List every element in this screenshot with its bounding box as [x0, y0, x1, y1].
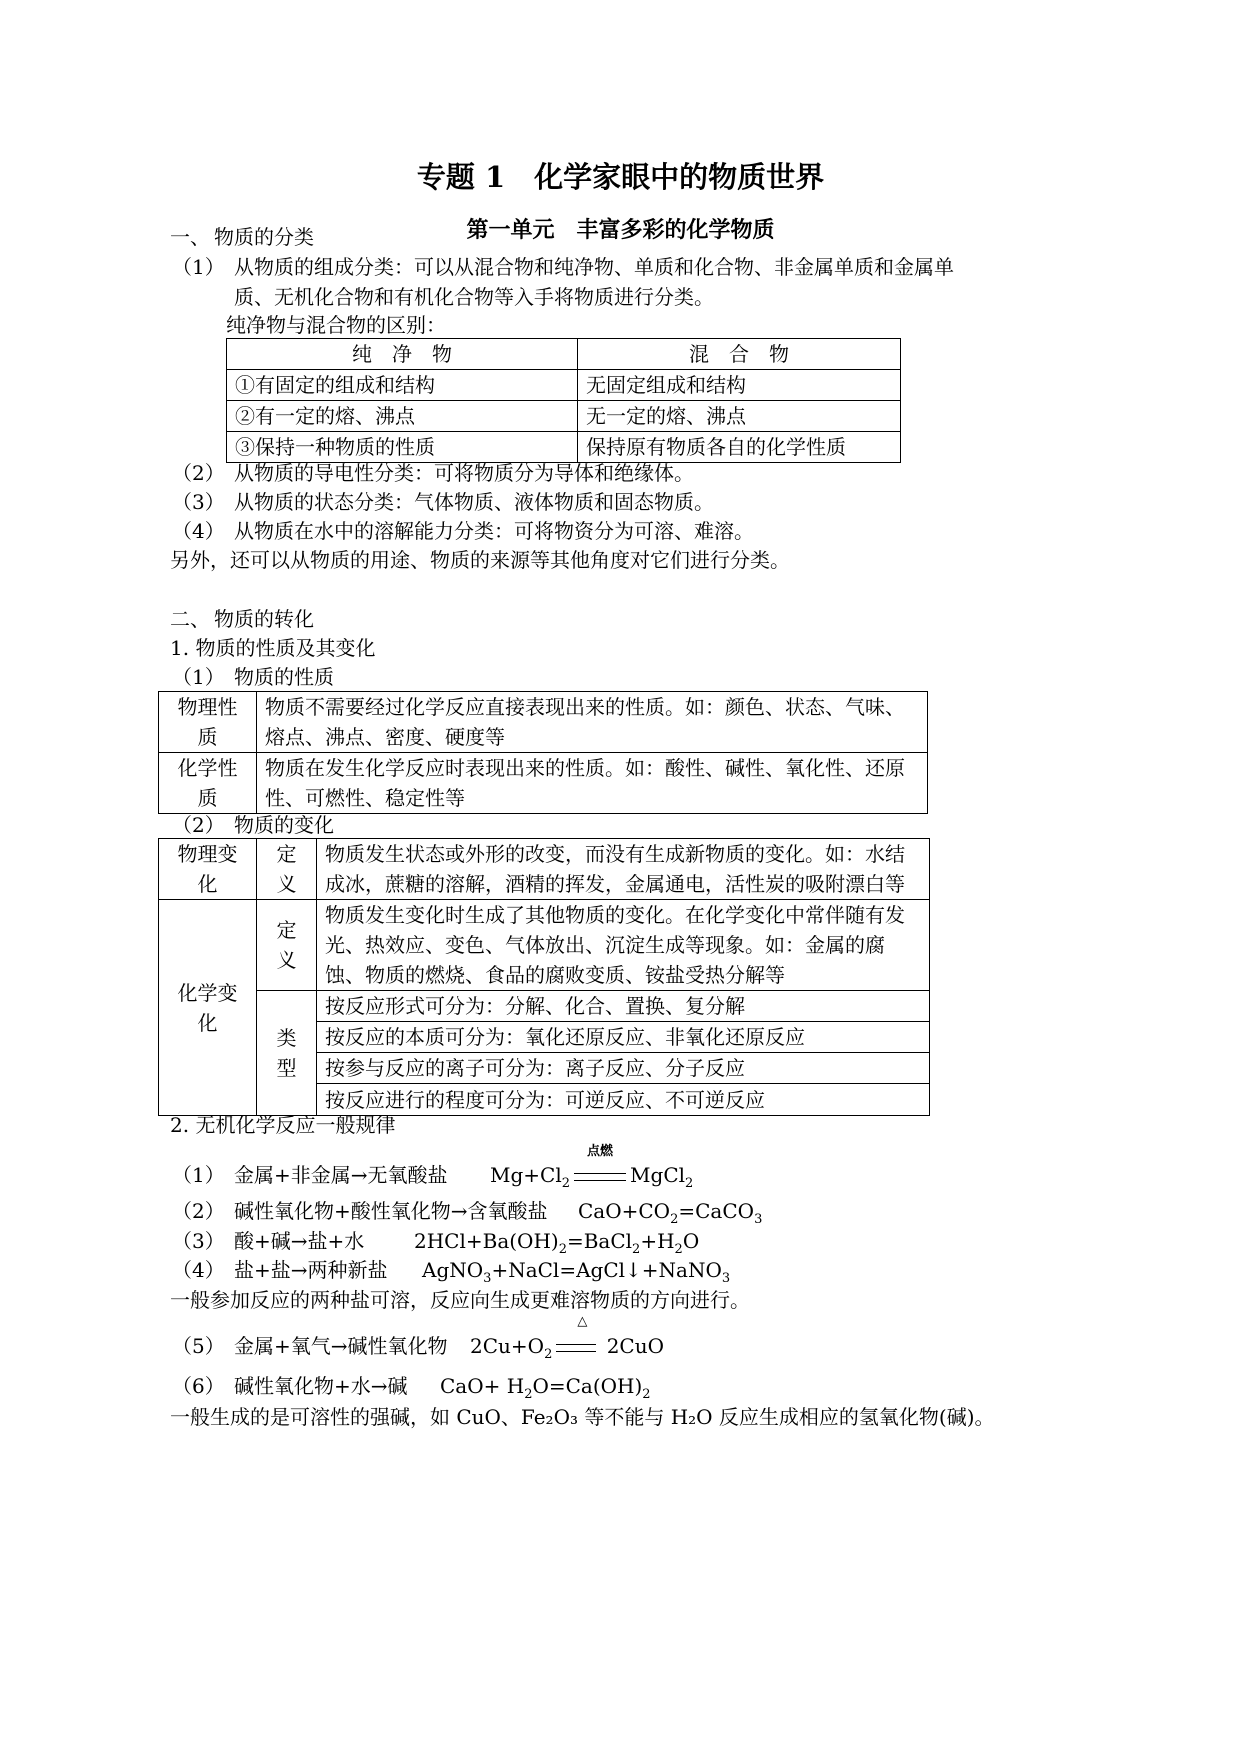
subsection-1-heading: 1. 物质的性质及其变化 — [170, 636, 376, 660]
table-row — [159, 692, 928, 753]
table-cell: 物质发生状态或外形的改变，而没有生成新物质的变化。如：水结成冰，蔗糖的溶解，酒精的挥发，金属通电，活性炭的吸附漂白等 — [317, 839, 930, 900]
equation-6: $CaO+ H_2O=Ca(OH)_2$ — [440, 1374, 651, 1402]
subsection-2-heading: 2. 无机化学反应一般规律 — [170, 1113, 396, 1137]
condition-arrow — [552, 1314, 600, 1361]
condition-arrow — [570, 1144, 630, 1190]
table-cell: 无固定组成和结构 — [578, 370, 901, 401]
page-subtitle: 第一单元 丰富多彩的化学物质 — [466, 217, 775, 243]
section-1-item-3: （3） 从物质的状态分类：气体物质、液体物质和固态物质。 — [172, 490, 714, 514]
condition-label: 点燃 — [587, 1144, 614, 1159]
properties-table — [158, 691, 928, 814]
rule-2: （2） 碱性氧化物+酸性氧化物→含氧酸盐 — [172, 1199, 548, 1223]
table-row-label: 化学变化 — [159, 900, 257, 1116]
table-sub-label: 定义 — [257, 900, 317, 991]
section-1-item-1: （1） 从物质的组成分类：可以从混合物和纯净物、单质和化合物、非金属单质和金属单 — [172, 255, 954, 279]
rule-5: （5） 金属+氧气→碱性氧化物 — [172, 1334, 448, 1358]
table-cell: 按反应的本质可分为：氧化还原反应、非氧化还原反应 — [317, 1022, 930, 1053]
equation-4: AgNO$_3$+NaCl=AgCl↓+NaNO$_3$ — [422, 1258, 731, 1286]
table-cell: 物质在发生化学反应时表现出来的性质。如：酸性、碱性、氧化性、还原性、可燃性、稳定性等 — [257, 753, 928, 814]
table-row — [227, 370, 901, 401]
table-cell: ①有固定的组成和结构 — [227, 370, 578, 401]
rule-4: （4） 盐+盐→两种新盐 — [172, 1258, 388, 1282]
table-row — [159, 991, 930, 1022]
section-1-heading: 一、 物质的分类 — [170, 225, 314, 249]
changes-table — [158, 838, 930, 1116]
table-sub-label: 类型 — [257, 991, 317, 1116]
table-header: 纯 净 物 — [227, 339, 578, 370]
table-cell: 无一定的熔、沸点 — [578, 401, 901, 432]
table-cell: ②有一定的熔、沸点 — [227, 401, 578, 432]
table-cell: 按反应进行的程度可分为：可逆反应、不可逆反应 — [317, 1084, 930, 1116]
equation-2: $CaO+CO_2=CaCO_3$ — [578, 1199, 763, 1227]
subsection-1-2-heading: （2） 物质的变化 — [172, 813, 334, 837]
section-1-item-4: （4） 从物质在水中的溶解能力分类：可将物资分为可溶、难溶。 — [172, 519, 754, 543]
equation-1: $Mg+Cl_2$ 点燃 MgCl$_2$ — [490, 1144, 694, 1191]
pure-vs-mixture-table — [226, 338, 901, 463]
equation-5: $2Cu+O_2$ △ 2CuO — [470, 1314, 665, 1362]
section-2-heading: 二、 物质的转化 — [170, 607, 314, 631]
rule-6-note: 一般生成的是可溶性的强碱，如 CuO、Fe₂O₃ 等不能与 H₂O 反应生成相应的氢氧化物(碱)。 — [170, 1405, 995, 1429]
table-row — [227, 401, 901, 432]
rule-4-note: 一般参加反应的两种盐可溶，反应向生成更难溶物质的方向进行。 — [170, 1288, 750, 1312]
table-sub-label: 定义 — [257, 839, 317, 900]
table-row — [159, 900, 930, 991]
rule-3: （3） 酸+碱→盐+水 — [172, 1229, 365, 1253]
rule-1: （1） 金属+非金属→无氧酸盐 — [172, 1163, 448, 1187]
section-1-item-1-cont: 质、无机化合物和有机化合物等入手将物质进行分类。 — [234, 285, 714, 309]
table-row — [159, 753, 928, 814]
table-header: 混 合 物 — [578, 339, 901, 370]
table-row-label: 化学性质 — [159, 753, 257, 814]
table-cell: 物质发生变化时生成了其他物质的变化。在化学变化中常伴随有发光、热效应、变色、气体放出、沉淀生成等现象。如：金属的腐蚀、物质的燃烧、食品的腐败变质、铵盐受热分解等 — [317, 900, 930, 991]
table-cell: ③保持一种物质的性质 — [227, 432, 578, 463]
subsection-1-1-heading: （1） 物质的性质 — [172, 665, 334, 689]
condition-label: △ — [577, 1314, 588, 1329]
rule-6: （6） 碱性氧化物+水→碱 — [172, 1374, 408, 1398]
section-1-item-2: （2） 从物质的导电性分类：可将物质分为导体和绝缘体。 — [172, 461, 694, 485]
table-row — [159, 839, 930, 900]
table-cell: 按参与反应的离子可分为：离子反应、分子反应 — [317, 1053, 930, 1084]
table-cell: 保持原有物质各自的化学性质 — [578, 432, 901, 463]
table-row-label: 物理性质 — [159, 692, 257, 753]
table-header-row — [227, 339, 901, 370]
equation-3: $2HCl+Ba(OH)_2=BaCl_2+H_2O$ — [414, 1229, 700, 1257]
page-title: 专题 1 化学家眼中的物质世界 — [416, 160, 825, 194]
table-cell: 按反应形式可分为：分解、化合、置换、复分解 — [317, 991, 930, 1022]
table-row-label: 物理变化 — [159, 839, 257, 900]
table-cell: 物质不需要经过化学反应直接表现出来的性质。如：颜色、状态、气味、熔点、沸点、密度、硬度等 — [257, 692, 928, 753]
table-caption: 纯净物与混合物的区别： — [226, 313, 446, 337]
section-1-note: 另外，还可以从物质的用途、物质的来源等其他角度对它们进行分类。 — [170, 548, 790, 572]
